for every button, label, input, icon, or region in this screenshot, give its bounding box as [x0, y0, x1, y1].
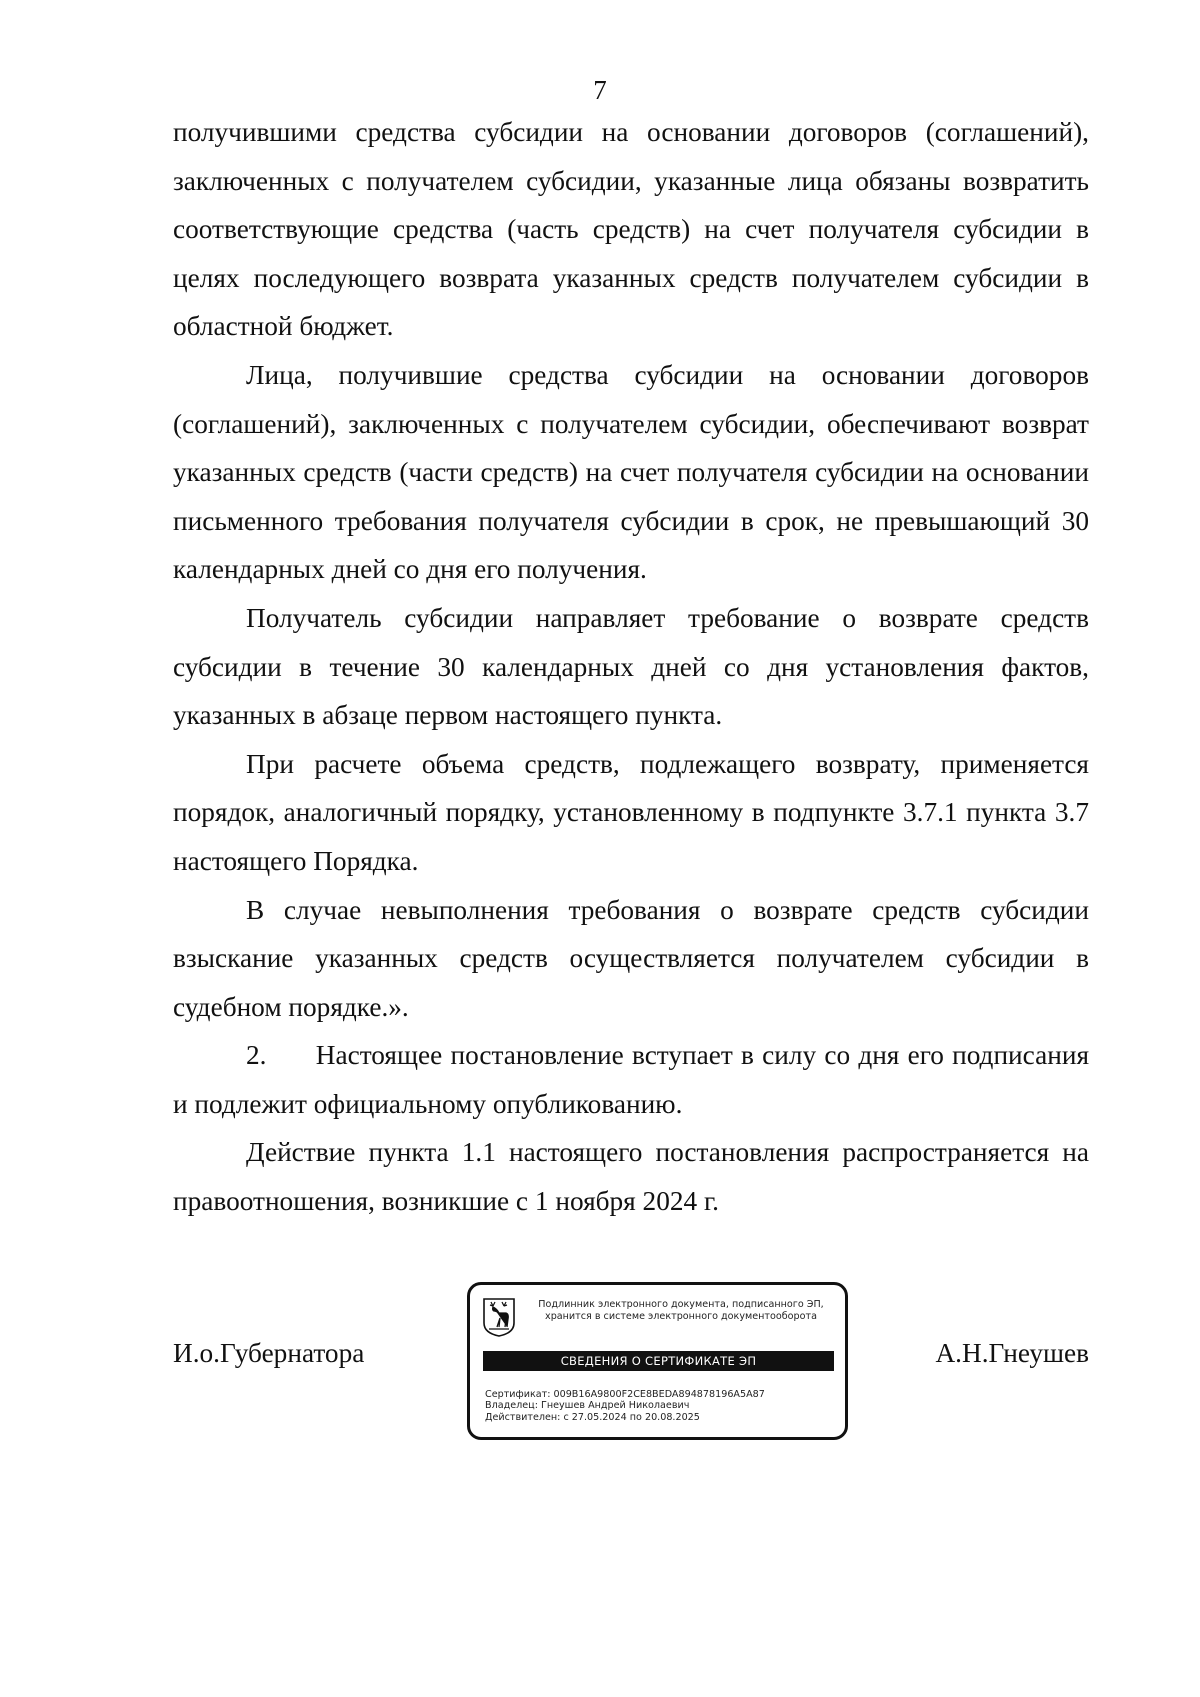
- paragraph: При расчете объема средств, подлежащего возврату, применяется порядок, аналогичный порядку, установленному в подпункте 3.7.1 пункта 3.7 настоящего Порядка.: [173, 748, 1089, 876]
- paragraph: Получатель субсидии направляет требование о возврате средств субсидии в течение 30 календарных дней со дня установления фактов, указанных в абзаце первом настоящего пункта.: [173, 602, 1089, 731]
- stamp-header: [520, 1299, 842, 1323]
- stamp-header-line: Подлинник электронного документа, подписанного ЭП,: [538, 1299, 824, 1310]
- certificate-owner: Владелец: Гнеушев Андрей Николаевич: [485, 1400, 690, 1412]
- paragraph: 2. Настоящее постановление вступает в силу со дня его подписания и подлежит официальному опубликованию.: [173, 1040, 1089, 1119]
- signatory-name: А.Н.Гнеушев: [935, 1338, 1089, 1368]
- page-number: 7: [593, 75, 607, 105]
- signatory-position: И.о.Губернатора: [173, 1338, 365, 1368]
- stamp-header-line: хранится в системе электронного документооборота: [545, 1311, 817, 1322]
- paragraph: Лица, получившие средства субсидии на основании договоров (соглашений), заключенных с получателем субсидии, обеспечивают возврат указанных средств (части средств) на счет получателя субсидии на основании письменного требования получателя субсидии в срок, не превышающий 30 календарных дней со дня его получения.: [173, 359, 1089, 585]
- paragraph: В случае невыполнения требования о возврате средств субсидии взыскание указанных средств осуществляется получателем субсидии в судебном порядке.».: [173, 894, 1089, 1022]
- paragraph: Действие пункта 1.1 настоящего постановления распространяется на правоотношения, возникшие с 1 ноября 2024 г.: [173, 1137, 1089, 1217]
- certificate-number: Сертификат: 009B16A9800F2CE8BEDA894878196A5A87: [485, 1389, 765, 1400]
- certificate-details: [485, 1389, 837, 1423]
- certificate-validity: Действителен: с 27.05.2024 по 20.08.2025: [485, 1411, 700, 1423]
- electronic-signature-stamp: [467, 1282, 848, 1440]
- certificate-info-bar: СВЕДЕНИЯ О СЕРТИФИКАТЕ ЭП: [483, 1351, 834, 1371]
- document-body: [173, 108, 1089, 1226]
- deer-emblem-icon: [482, 1297, 516, 1337]
- paragraph: получившими средства субсидии на основании договоров (соглашений), заключенных с получателем субсидии, указанные лица обязаны возвратить соответствующие средства (часть средств) на счет получателя субсидии в целях последующего возврата указанных средств получателем субсидии в областной бюджет.: [173, 117, 1089, 342]
